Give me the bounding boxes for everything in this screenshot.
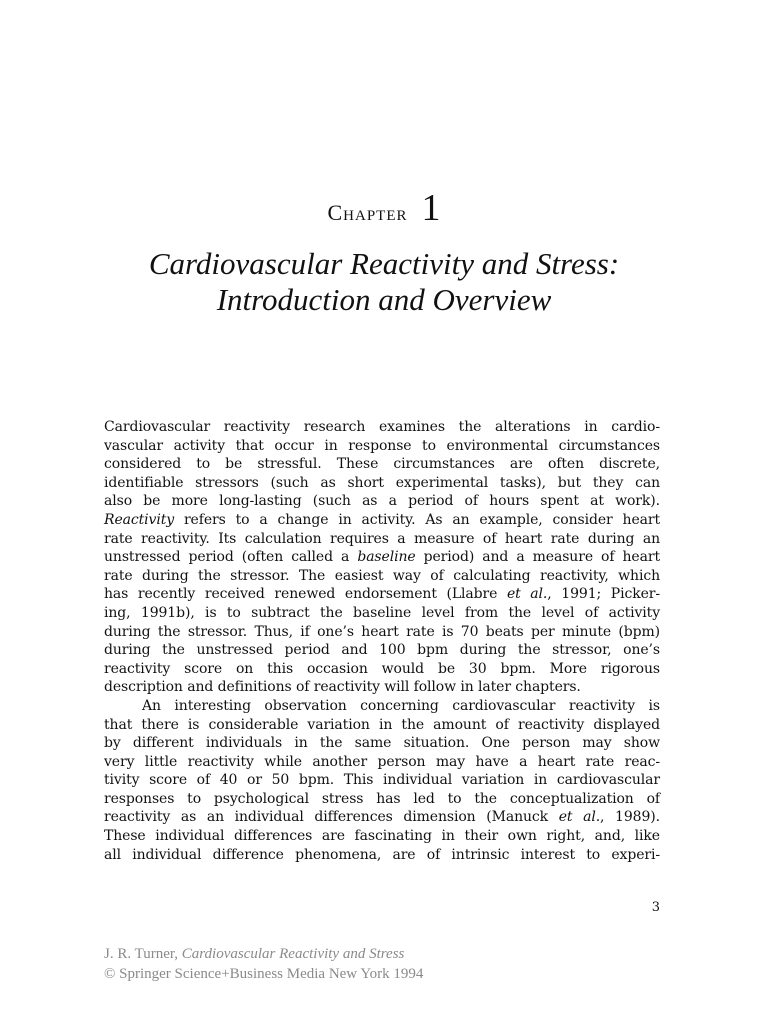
- text-fragment: period) and a measure of heart: [415, 549, 660, 566]
- text-line: tivity score of 40 or 50 bpm. This individual variation in cardiovascular: [104, 772, 660, 789]
- text-line: also be more long-lasting (such as a period of hours spent at work).: [104, 493, 660, 510]
- footer-author: J. R. Turner,: [104, 946, 182, 962]
- text-line: reactivity score on this occasion would be 30 bpm. More rigorous: [104, 660, 660, 677]
- text-line: [104, 548, 660, 567]
- text-line: description and definitions of reactivity will follow in later chapters.: [104, 679, 581, 696]
- text-line: that there is considerable variation in the amount of reactivity displayed: [104, 716, 660, 733]
- text-fragment: , 1991; Picker-: [547, 586, 660, 603]
- chapter-title: [0, 246, 768, 318]
- text-line: These individual differences are fascinating in their own right, and, like: [104, 828, 660, 845]
- chapter-title-line-2: Introduction and Overview: [216, 282, 552, 317]
- chapter-label: Chapter: [327, 200, 408, 225]
- text-fragment: , 1989).: [600, 809, 660, 826]
- text-fragment: refers to a change in activity. As an example, consider heart: [174, 511, 660, 528]
- text-fragment: has recently received renewed endorsement (Llabre: [104, 586, 507, 603]
- footer-copyright: © Springer Science+Business Media New York 1994: [104, 966, 424, 982]
- text-line: all individual difference phenomena, are of intrinsic interest to experi-: [104, 846, 660, 863]
- text-line: considered to be stressful. These circumstances are often discrete,: [104, 456, 660, 473]
- footer-book-title: Cardiovascular Reactivity and Stress: [181, 946, 405, 962]
- text-line: vascular activity that occur in response to environmental circumstances: [104, 437, 660, 454]
- emphasis-et-al: et al.: [558, 809, 601, 826]
- chapter-heading: [0, 186, 768, 230]
- text-line: by different individuals in the same situation. One person may show: [104, 735, 660, 752]
- text-line: [104, 585, 660, 604]
- text-line: [104, 808, 660, 827]
- emphasis-reactivity: Reactivity: [104, 511, 175, 528]
- text-line: rate reactivity. Its calculation requires a measure of heart rate during an: [104, 530, 660, 547]
- chapter-number: 1: [421, 187, 441, 229]
- text-line: during the stressor. Thus, if one’s heart rate is 70 beats per minute (bpm): [104, 623, 660, 640]
- text-line: during the unstressed period and 100 bpm during the stressor, one’s: [104, 642, 660, 659]
- copyright-footer: [104, 944, 423, 984]
- page-number: 3: [651, 900, 660, 915]
- text-line: Cardiovascular reactivity research examines the alterations in cardio-: [104, 419, 660, 435]
- text-line: responses to psychological stress has led to the conceptualization of: [104, 790, 660, 807]
- text-fragment: reactivity as an individual differences dimension (Manuck: [104, 809, 559, 826]
- emphasis-et-al: et al.: [506, 586, 548, 603]
- text-line: very little reactivity while another person may have a heart rate reac-: [104, 753, 660, 770]
- text-line: rate during the stressor. The easiest way of calculating reactivity, which: [104, 567, 660, 584]
- text-line: An interesting observation concerning cardiovascular reactivity is: [142, 697, 660, 714]
- text-fragment: unstressed period (often called a: [104, 549, 358, 566]
- text-line: [104, 511, 660, 530]
- emphasis-baseline: baseline: [357, 549, 416, 566]
- body-text: [104, 418, 660, 864]
- text-line: ing, 1991b), is to subtract the baseline level from the level of activity: [104, 604, 660, 621]
- text-line: identifiable stressors (such as short experimental tasks), but they can: [104, 474, 660, 491]
- footer-citation: [104, 944, 423, 964]
- chapter-title-line-1: Cardiovascular Reactivity and Stress:: [148, 246, 620, 281]
